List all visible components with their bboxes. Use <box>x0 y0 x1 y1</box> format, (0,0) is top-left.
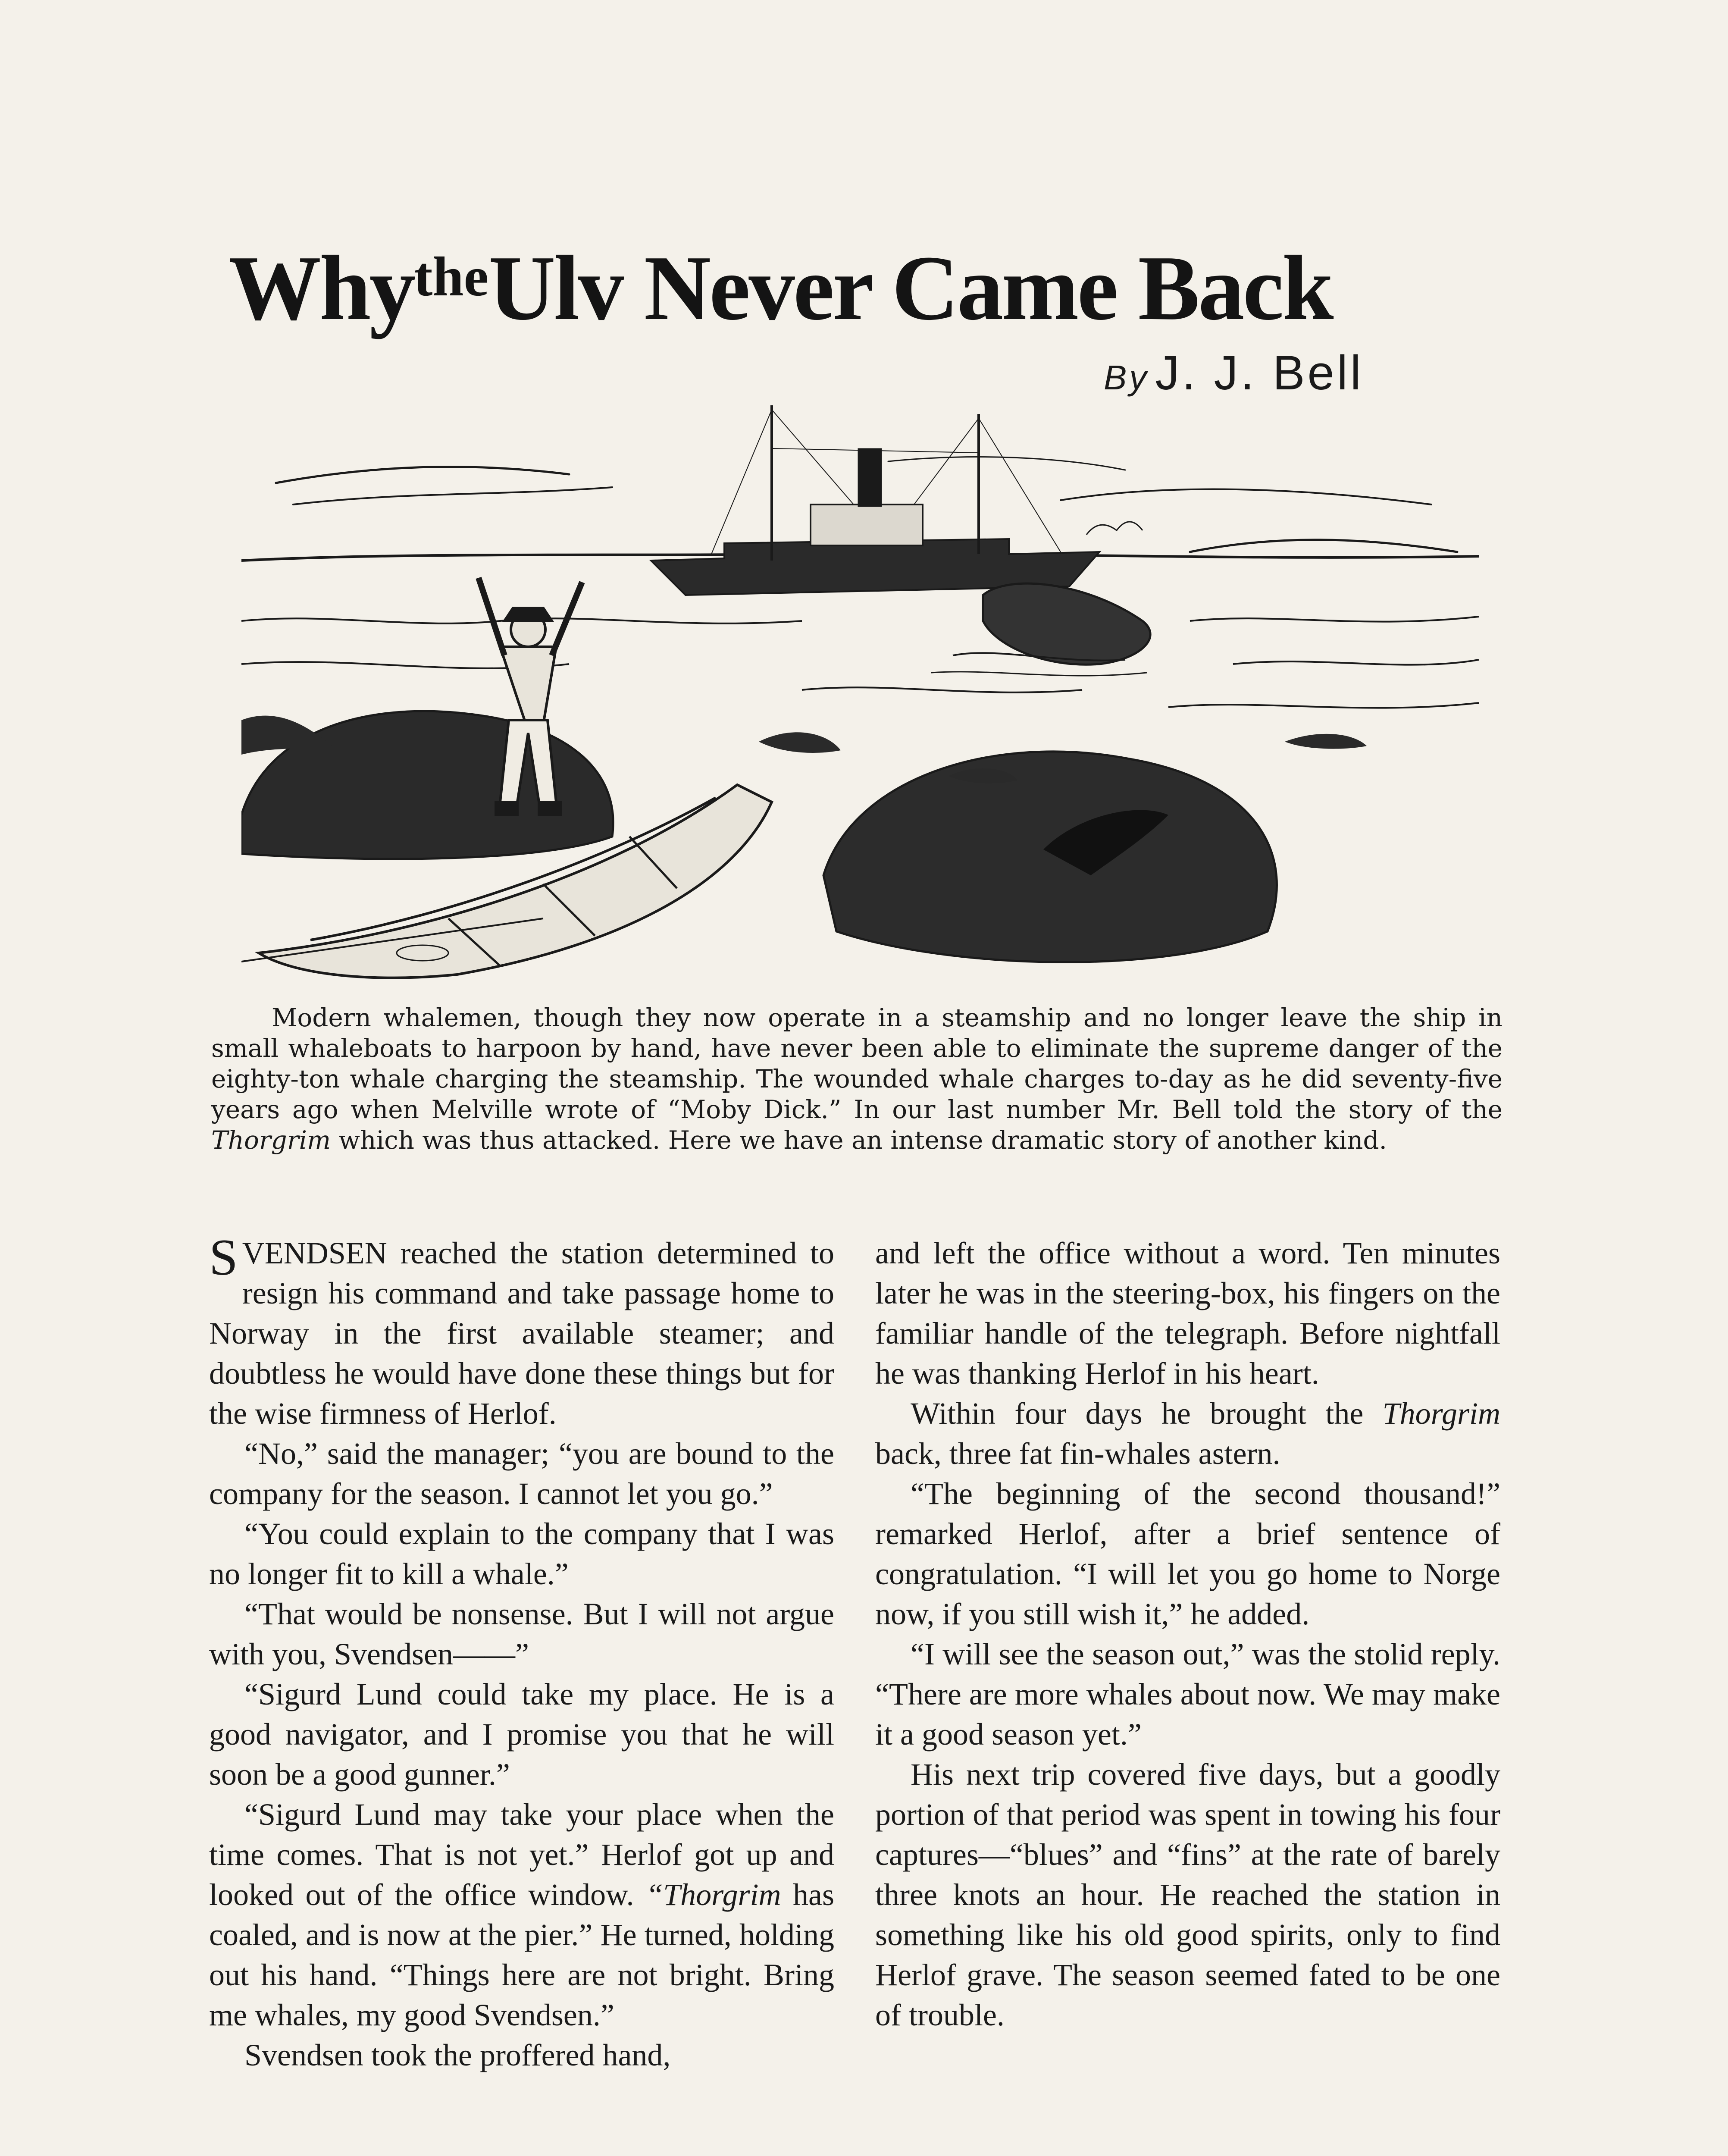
paragraph-9-text-a: Within four days he brought the <box>911 1396 1364 1431</box>
title-rest: Ulv Never Came Back <box>488 236 1332 339</box>
paragraph-11: “I will see the season out,” was the stolid reply. “There are more whales about now. We may make it a good season yet.” <box>875 1637 1500 1752</box>
paragraph-4: “That would be nonsense. But I will not argue with you, Svendsen——” <box>209 1597 834 1671</box>
byline-author: J. J. Bell <box>1155 346 1364 400</box>
paragraph-3: “You could explain to the company that I was no longer fit to kill a whale.” <box>209 1517 834 1591</box>
story-column-right <box>875 1233 1500 2035</box>
paragraph-6-text-b: has coaled, and is now at the pier.” He turned, holding out his hand. “Things here are not bright. Bring me whales, my good Svendsen.” <box>209 1877 835 2032</box>
paragraph-9 <box>875 1394 1500 1474</box>
caption-text-a: Modern whalemen, though they now operate in a steamship and no longer leave the ship in small whaleboats to harpoon by hand, have never been able to eliminate the supreme danger of the eighty-ton whale charging the steamship. The wounded whale charges to-day as he did seventy-five years ago when Melville wrote of “Moby Dick.” In our last number Mr. Bell told the story of the <box>211 1003 1503 1124</box>
paragraph-7: Svendsen took the proffered hand, <box>244 2038 671 2072</box>
title-word-why: Why <box>229 236 414 339</box>
paragraph-1 <box>209 1228 834 1434</box>
paragraph-12: His next trip covered five days, but a goodly portion of that period was spent in towing his four captures—“blues” and “fins” at the rate of barely three knots an hour. He reached the station in something like his old good spirits, only to find Herlof grave. The season seemed fated to be one of trouble. <box>875 1757 1500 2032</box>
charging-whale <box>931 583 1150 676</box>
paragraph-8: and left the office without a word. Ten minutes later he was in the steering-box, his fingers on the familiar handle of the telegraph. Before nightfall he was thanking Herlof in his heart. <box>875 1236 1500 1391</box>
caption-text-b: which was thus attacked. Here we have an intense dramatic story of another kind. <box>338 1125 1387 1155</box>
paragraph-10: “The beginning of the second thousand!” remarked Herlof, after a brief sentence of congratulation. “I will let you go home to Norge now, if you still wish it,” he added. <box>875 1476 1500 1631</box>
paragraph-1-text: VENDSEN reached the station determined to resign his command and take passage home to Norway in the first available steamer; and doubtless he would have done these things but for the wise firmness of Herlof. <box>209 1236 834 1431</box>
paragraph-6-ship: “Thorgrim <box>646 1877 781 1912</box>
paragraph-2: “No,” said the manager; “you are bound to the company for the season. I cannot let you go.” <box>209 1436 834 1511</box>
paragraph-9-text-b: back, three fat fin-whales astern. <box>875 1436 1280 1471</box>
caption-ship-name: Thorgrim <box>211 1125 331 1155</box>
paragraph-9-ship: Thorgrim <box>1382 1396 1500 1431</box>
whale-back-right <box>823 752 1277 962</box>
steamship <box>651 405 1143 595</box>
whaling-illustration <box>241 319 1479 983</box>
byline-prefix: By <box>1104 358 1149 397</box>
illustration-caption <box>211 1003 1503 1156</box>
paragraph-5: “Sigurd Lund could take my place. He is a good navigator, and I promise you that he will soon be a good gunner.” <box>209 1677 834 1792</box>
drop-cap: S <box>209 1228 238 1286</box>
paragraph-6 <box>209 1795 834 2035</box>
title-word-the: the <box>414 246 489 308</box>
story-column-left <box>209 1228 835 2075</box>
paragraph-6-text-a: “Sigurd Lund may take your place when the time comes. That is not yet.” Herlof got up and looked out of the office window. <box>209 1797 834 1912</box>
